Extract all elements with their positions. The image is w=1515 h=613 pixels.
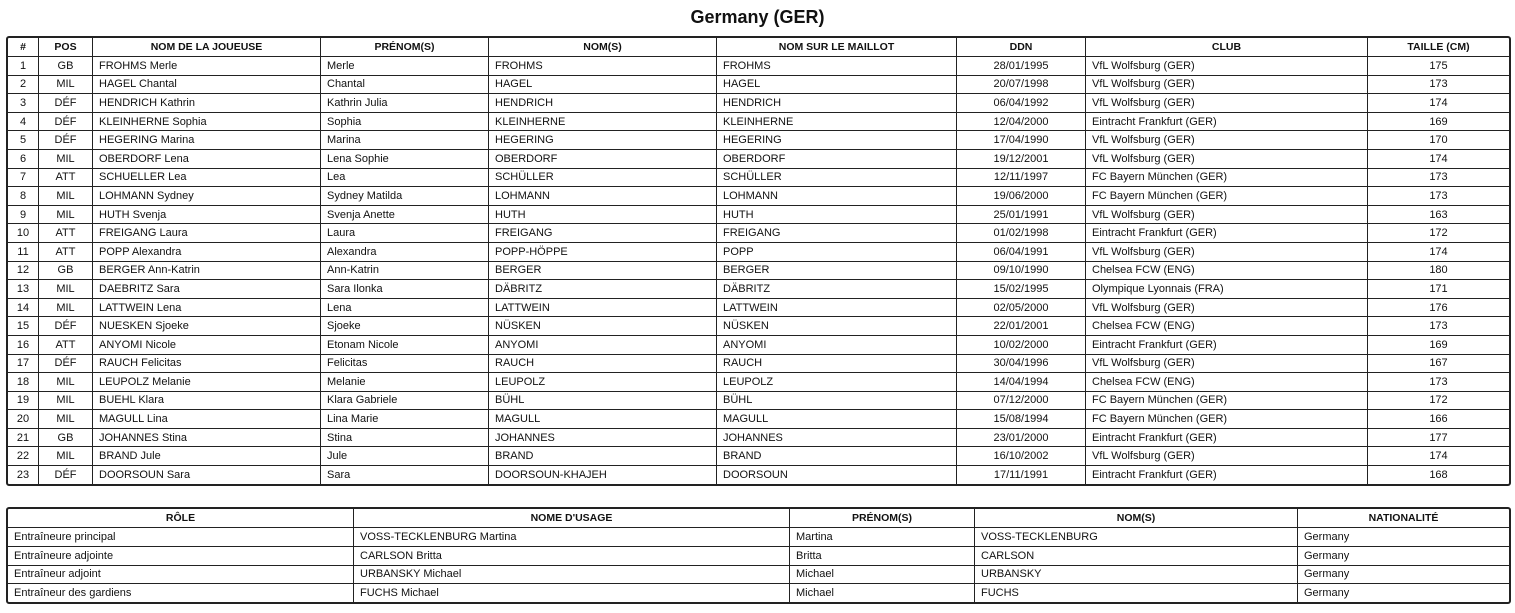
- cell-club: VfL Wolfsburg (GER): [1086, 447, 1368, 466]
- staff-table: [6, 507, 1511, 604]
- cell-height: 173: [1368, 76, 1509, 95]
- cell-club: VfL Wolfsburg (GER): [1086, 131, 1368, 150]
- table-row: [8, 317, 1509, 336]
- table-row: [8, 169, 1509, 188]
- cell-index: 14: [8, 299, 39, 318]
- table-row: [8, 57, 1509, 76]
- cell-height: 172: [1368, 224, 1509, 243]
- cell-club: VfL Wolfsburg (GER): [1086, 150, 1368, 169]
- column-header-pos: POS: [39, 38, 93, 57]
- table-row: [8, 262, 1509, 281]
- cell-shirt-name: NÜSKEN: [717, 317, 957, 336]
- cell-first-names: Sara: [321, 466, 489, 484]
- column-header-dob: DDN: [957, 38, 1086, 57]
- cell-club: Eintracht Frankfurt (GER): [1086, 466, 1368, 484]
- cell-first-names: Michael: [790, 566, 975, 585]
- table-row: [8, 447, 1509, 466]
- cell-club: VfL Wolfsburg (GER): [1086, 355, 1368, 374]
- cell-player-name: ANYOMI Nicole: [93, 336, 321, 355]
- cell-first-names: Lena: [321, 299, 489, 318]
- cell-last-names: RAUCH: [489, 355, 717, 374]
- cell-shirt-name: HUTH: [717, 206, 957, 225]
- cell-club: FC Bayern München (GER): [1086, 392, 1368, 411]
- cell-player-name: POPP Alexandra: [93, 243, 321, 262]
- cell-club: FC Bayern München (GER): [1086, 169, 1368, 188]
- cell-pos: ATT: [39, 336, 93, 355]
- table-row: [8, 113, 1509, 132]
- cell-shirt-name: BÜHL: [717, 392, 957, 411]
- cell-height: 173: [1368, 187, 1509, 206]
- cell-last-names: DOORSOUN-KHAJEH: [489, 466, 717, 484]
- cell-last-names: JOHANNES: [489, 429, 717, 448]
- table-row: [8, 150, 1509, 169]
- cell-first-names: Svenja Anette: [321, 206, 489, 225]
- table-row: [8, 187, 1509, 206]
- cell-height: 170: [1368, 131, 1509, 150]
- cell-height: 174: [1368, 150, 1509, 169]
- table-row: [8, 243, 1509, 262]
- table-row: [8, 547, 1509, 566]
- column-header-usage-name: NOME D'USAGE: [354, 509, 790, 528]
- cell-pos: MIL: [39, 150, 93, 169]
- cell-height: 180: [1368, 262, 1509, 281]
- table-row: [8, 392, 1509, 411]
- cell-player-name: DAEBRITZ Sara: [93, 280, 321, 299]
- cell-role: Entraîneur des gardiens: [8, 584, 354, 602]
- column-header-nationality: NATIONALITÉ: [1298, 509, 1509, 528]
- cell-height: 174: [1368, 94, 1509, 113]
- cell-last-names: SCHÜLLER: [489, 169, 717, 188]
- cell-dob: 12/04/2000: [957, 113, 1086, 132]
- cell-player-name: DOORSOUN Sara: [93, 466, 321, 484]
- cell-dob: 16/10/2002: [957, 447, 1086, 466]
- cell-player-name: BRAND Jule: [93, 447, 321, 466]
- cell-height: 166: [1368, 410, 1509, 429]
- cell-first-names: Sophia: [321, 113, 489, 132]
- cell-last-names: VOSS-TECKLENBURG: [975, 528, 1298, 547]
- cell-dob: 20/07/1998: [957, 76, 1086, 95]
- cell-pos: MIL: [39, 76, 93, 95]
- cell-first-names: Chantal: [321, 76, 489, 95]
- cell-last-names: HAGEL: [489, 76, 717, 95]
- cell-first-names: Lena Sophie: [321, 150, 489, 169]
- cell-player-name: OBERDORF Lena: [93, 150, 321, 169]
- cell-first-names: Alexandra: [321, 243, 489, 262]
- table-row: [8, 566, 1509, 585]
- cell-height: 172: [1368, 392, 1509, 411]
- cell-first-names: Stina: [321, 429, 489, 448]
- cell-last-names: LATTWEIN: [489, 299, 717, 318]
- cell-last-names: FREIGANG: [489, 224, 717, 243]
- cell-last-names: HENDRICH: [489, 94, 717, 113]
- cell-pos: DÉF: [39, 113, 93, 132]
- cell-club: VfL Wolfsburg (GER): [1086, 299, 1368, 318]
- cell-dob: 22/01/2001: [957, 317, 1086, 336]
- column-header-last-names: NOM(S): [975, 509, 1298, 528]
- cell-player-name: NUESKEN Sjoeke: [93, 317, 321, 336]
- cell-first-names: Lina Marie: [321, 410, 489, 429]
- table-row: [8, 410, 1509, 429]
- cell-dob: 25/01/1991: [957, 206, 1086, 225]
- cell-first-names: Michael: [790, 584, 975, 602]
- cell-shirt-name: HAGEL: [717, 76, 957, 95]
- column-header-first-names: PRÉNOM(S): [790, 509, 975, 528]
- cell-shirt-name: DÄBRITZ: [717, 280, 957, 299]
- cell-first-names: Sjoeke: [321, 317, 489, 336]
- column-header-index: #: [8, 38, 39, 57]
- cell-club: VfL Wolfsburg (GER): [1086, 206, 1368, 225]
- table-row: [8, 584, 1509, 602]
- cell-dob: 12/11/1997: [957, 169, 1086, 188]
- cell-dob: 19/06/2000: [957, 187, 1086, 206]
- cell-first-names: Martina: [790, 528, 975, 547]
- cell-first-names: Ann-Katrin: [321, 262, 489, 281]
- cell-role: Entraîneure adjointe: [8, 547, 354, 566]
- cell-last-names: POPP-HÖPPE: [489, 243, 717, 262]
- cell-index: 6: [8, 150, 39, 169]
- cell-dob: 28/01/1995: [957, 57, 1086, 76]
- cell-role: Entraîneure principal: [8, 528, 354, 547]
- cell-shirt-name: HENDRICH: [717, 94, 957, 113]
- cell-shirt-name: JOHANNES: [717, 429, 957, 448]
- cell-club: Chelsea FCW (ENG): [1086, 262, 1368, 281]
- cell-first-names: Sara Ilonka: [321, 280, 489, 299]
- staff-table-body: [8, 528, 1509, 602]
- cell-nationality: Germany: [1298, 566, 1509, 585]
- cell-last-names: BERGER: [489, 262, 717, 281]
- cell-index: 19: [8, 392, 39, 411]
- cell-index: 11: [8, 243, 39, 262]
- cell-index: 3: [8, 94, 39, 113]
- cell-shirt-name: LATTWEIN: [717, 299, 957, 318]
- column-header-club: CLUB: [1086, 38, 1368, 57]
- cell-pos: DÉF: [39, 317, 93, 336]
- table-row: [8, 373, 1509, 392]
- cell-height: 175: [1368, 57, 1509, 76]
- cell-nationality: Germany: [1298, 547, 1509, 566]
- cell-pos: ATT: [39, 169, 93, 188]
- cell-pos: GB: [39, 57, 93, 76]
- players-table-body: [8, 57, 1509, 484]
- cell-pos: MIL: [39, 447, 93, 466]
- cell-dob: 15/08/1994: [957, 410, 1086, 429]
- cell-club: Eintracht Frankfurt (GER): [1086, 113, 1368, 132]
- cell-index: 20: [8, 410, 39, 429]
- table-row: [8, 429, 1509, 448]
- cell-index: 5: [8, 131, 39, 150]
- table-row: [8, 299, 1509, 318]
- cell-index: 2: [8, 76, 39, 95]
- cell-height: 174: [1368, 447, 1509, 466]
- cell-height: 169: [1368, 113, 1509, 132]
- cell-player-name: HEGERING Marina: [93, 131, 321, 150]
- cell-pos: GB: [39, 262, 93, 281]
- cell-player-name: LOHMANN Sydney: [93, 187, 321, 206]
- cell-shirt-name: MAGULL: [717, 410, 957, 429]
- cell-pos: ATT: [39, 243, 93, 262]
- cell-index: 8: [8, 187, 39, 206]
- cell-index: 13: [8, 280, 39, 299]
- cell-club: Chelsea FCW (ENG): [1086, 317, 1368, 336]
- cell-usage-name: VOSS-TECKLENBURG Martina: [354, 528, 790, 547]
- cell-height: 169: [1368, 336, 1509, 355]
- cell-index: 22: [8, 447, 39, 466]
- staff-table-header: [8, 509, 1509, 528]
- cell-first-names: Merle: [321, 57, 489, 76]
- cell-pos: MIL: [39, 410, 93, 429]
- cell-index: 1: [8, 57, 39, 76]
- cell-shirt-name: DOORSOUN: [717, 466, 957, 484]
- cell-club: VfL Wolfsburg (GER): [1086, 57, 1368, 76]
- cell-player-name: HENDRICH Kathrin: [93, 94, 321, 113]
- cell-height: 168: [1429, 468, 1448, 481]
- table-row: [8, 206, 1509, 225]
- table-row: [8, 76, 1509, 95]
- cell-shirt-name: KLEINHERNE: [717, 113, 957, 132]
- cell-dob: 30/04/1996: [957, 355, 1086, 374]
- cell-height: 173: [1368, 373, 1509, 392]
- cell-dob: 10/02/2000: [957, 336, 1086, 355]
- cell-dob: 01/02/1998: [957, 224, 1086, 243]
- table-row: [8, 131, 1509, 150]
- cell-height: 167: [1368, 355, 1509, 374]
- cell-player-name: FROHMS Merle: [93, 57, 321, 76]
- cell-club: VfL Wolfsburg (GER): [1086, 94, 1368, 113]
- cell-shirt-name: BERGER: [717, 262, 957, 281]
- cell-last-names: BÜHL: [489, 392, 717, 411]
- cell-dob: 17/11/1991: [957, 466, 1086, 484]
- column-header-player-name: NOM DE LA JOUEUSE: [93, 38, 321, 57]
- cell-height: 163: [1368, 206, 1509, 225]
- cell-club: Eintracht Frankfurt (GER): [1086, 224, 1368, 243]
- cell-last-names: NÜSKEN: [489, 317, 717, 336]
- cell-pos: GB: [39, 429, 93, 448]
- cell-dob: 19/12/2001: [957, 150, 1086, 169]
- cell-dob: 15/02/1995: [957, 280, 1086, 299]
- cell-shirt-name: FREIGANG: [717, 224, 957, 243]
- cell-usage-name: FUCHS Michael: [354, 584, 790, 602]
- page-title: Germany (GER): [690, 7, 825, 27]
- cell-first-names: Kathrin Julia: [321, 94, 489, 113]
- cell-dob: 06/04/1991: [957, 243, 1086, 262]
- cell-first-names: Sydney Matilda: [321, 187, 489, 206]
- cell-pos: MIL: [39, 206, 93, 225]
- cell-last-names: ANYOMI: [489, 336, 717, 355]
- cell-index: 7: [8, 169, 39, 188]
- table-row: [8, 528, 1509, 547]
- cell-last-names: KLEINHERNE: [489, 113, 717, 132]
- cell-height: 176: [1368, 299, 1509, 318]
- cell-club: Eintracht Frankfurt (GER): [1086, 429, 1368, 448]
- cell-dob: 14/04/1994: [957, 373, 1086, 392]
- cell-pos: DÉF: [39, 355, 93, 374]
- cell-usage-name: CARLSON Britta: [354, 547, 790, 566]
- cell-first-names: Felicitas: [321, 355, 489, 374]
- cell-player-name: LEUPOLZ Melanie: [93, 373, 321, 392]
- cell-last-names: DÄBRITZ: [489, 280, 717, 299]
- cell-first-names: Marina: [321, 131, 489, 150]
- cell-shirt-name: OBERDORF: [717, 150, 957, 169]
- table-row: [8, 336, 1509, 355]
- cell-height: 173: [1368, 317, 1509, 336]
- table-row: [8, 94, 1509, 113]
- cell-pos: MIL: [39, 392, 93, 411]
- cell-last-names: BRAND: [489, 447, 717, 466]
- cell-last-names: CARLSON: [975, 547, 1298, 566]
- cell-index: 10: [8, 224, 39, 243]
- cell-club: Eintracht Frankfurt (GER): [1086, 336, 1368, 355]
- cell-last-names: OBERDORF: [489, 150, 717, 169]
- cell-shirt-name: ANYOMI: [717, 336, 957, 355]
- cell-player-name: BERGER Ann-Katrin: [93, 262, 321, 281]
- table-row: [8, 280, 1509, 299]
- cell-index: 16: [8, 336, 39, 355]
- cell-height: 174: [1368, 243, 1509, 262]
- cell-club: FC Bayern München (GER): [1086, 410, 1368, 429]
- cell-usage-name: URBANSKY Michael: [354, 566, 790, 585]
- cell-player-name: JOHANNES Stina: [93, 429, 321, 448]
- cell-height: 171: [1368, 280, 1509, 299]
- cell-dob: 17/04/1990: [957, 131, 1086, 150]
- cell-first-names: Klara Gabriele: [321, 392, 489, 411]
- cell-role: Entraîneur adjoint: [8, 566, 354, 585]
- cell-pos: MIL: [39, 373, 93, 392]
- cell-shirt-name: POPP: [717, 243, 957, 262]
- cell-last-names: HUTH: [489, 206, 717, 225]
- cell-last-names: FUCHS: [975, 584, 1298, 602]
- players-table: [6, 36, 1511, 486]
- cell-shirt-name: SCHÜLLER: [717, 169, 957, 188]
- cell-dob: 02/05/2000: [957, 299, 1086, 318]
- cell-first-names: Lea: [321, 169, 489, 188]
- cell-player-name: HAGEL Chantal: [93, 76, 321, 95]
- column-header-shirt-name: NOM SUR LE MAILLOT: [717, 38, 957, 57]
- staff-header-row: [8, 509, 1509, 528]
- cell-club: VfL Wolfsburg (GER): [1086, 76, 1368, 95]
- cell-pos: MIL: [39, 280, 93, 299]
- column-header-height: TAILLE (CM): [1368, 38, 1509, 57]
- cell-club: FC Bayern München (GER): [1086, 187, 1368, 206]
- column-header-last-names: NOM(S): [489, 38, 717, 57]
- cell-dob: 23/01/2000: [957, 429, 1086, 448]
- cell-nationality: Germany: [1298, 528, 1509, 547]
- cell-player-name: RAUCH Felicitas: [93, 355, 321, 374]
- cell-last-names: FROHMS: [489, 57, 717, 76]
- cell-club: Chelsea FCW (ENG): [1086, 373, 1368, 392]
- cell-player-name: BUEHL Klara: [93, 392, 321, 411]
- cell-club: VfL Wolfsburg (GER): [1086, 243, 1368, 262]
- players-table-header: [8, 38, 1509, 57]
- cell-player-name: MAGULL Lina: [93, 410, 321, 429]
- cell-index: 9: [8, 206, 39, 225]
- cell-first-names: Britta: [790, 547, 975, 566]
- cell-height: 177: [1368, 429, 1509, 448]
- cell-index: 15: [8, 317, 39, 336]
- cell-last-names: LEUPOLZ: [489, 373, 717, 392]
- cell-first-names: Etonam Nicole: [321, 336, 489, 355]
- cell-pos: MIL: [39, 299, 93, 318]
- cell-club: Olympique Lyonnais (FRA): [1086, 280, 1368, 299]
- cell-index: 18: [8, 373, 39, 392]
- cell-first-names: Jule: [321, 447, 489, 466]
- cell-shirt-name: LOHMANN: [717, 187, 957, 206]
- cell-shirt-name: RAUCH: [717, 355, 957, 374]
- cell-player-name: SCHUELLER Lea: [93, 169, 321, 188]
- cell-dob: 06/04/1992: [957, 94, 1086, 113]
- cell-shirt-name: FROHMS: [717, 57, 957, 76]
- cell-first-names: Melanie: [321, 373, 489, 392]
- table-row: [8, 224, 1509, 243]
- cell-pos: DÉF: [39, 131, 93, 150]
- cell-height: 173: [1368, 169, 1509, 188]
- cell-shirt-name: HEGERING: [717, 131, 957, 150]
- cell-index: 4: [8, 113, 39, 132]
- cell-pos: DÉF: [39, 466, 93, 484]
- players-header-row: [8, 38, 1509, 57]
- table-row: [8, 355, 1509, 374]
- cell-last-names: HEGERING: [489, 131, 717, 150]
- column-header-first-names: PRÉNOM(S): [321, 38, 489, 57]
- cell-player-name: KLEINHERNE Sophia: [93, 113, 321, 132]
- cell-index: 12: [8, 262, 39, 281]
- cell-last-names: LOHMANN: [489, 187, 717, 206]
- cell-pos: ATT: [39, 224, 93, 243]
- cell-shirt-name: BRAND: [717, 447, 957, 466]
- cell-index: 21: [8, 429, 39, 448]
- cell-player-name: LATTWEIN Lena: [93, 299, 321, 318]
- cell-index: 17: [8, 355, 39, 374]
- cell-last-names: MAGULL: [489, 410, 717, 429]
- cell-shirt-name: LEUPOLZ: [717, 373, 957, 392]
- cell-last-names: URBANSKY: [975, 566, 1298, 585]
- cell-player-name: FREIGANG Laura: [93, 224, 321, 243]
- cell-dob: 07/12/2000: [957, 392, 1086, 411]
- cell-pos: DÉF: [39, 94, 93, 113]
- cell-pos: MIL: [39, 187, 93, 206]
- cell-nationality: Germany: [1304, 587, 1350, 600]
- cell-index: 23: [8, 466, 39, 484]
- cell-dob: 09/10/1990: [957, 262, 1086, 281]
- table-row: [8, 466, 1509, 484]
- cell-player-name: HUTH Svenja: [93, 206, 321, 225]
- column-header-role: RÔLE: [8, 509, 354, 528]
- cell-first-names: Laura: [321, 224, 489, 243]
